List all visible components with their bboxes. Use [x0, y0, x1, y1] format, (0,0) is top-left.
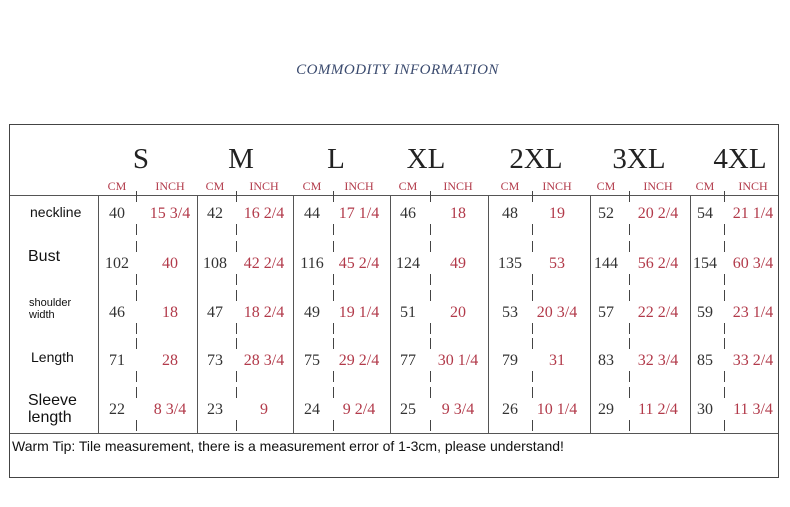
size-header-2xl: 2XL	[509, 143, 563, 175]
inch-value: 56 2/4	[637, 255, 679, 272]
inch-value: 20 3/4	[536, 304, 578, 321]
unit-cm-label: CM	[398, 179, 418, 193]
tick-mark	[136, 338, 137, 349]
tick-mark	[430, 290, 431, 301]
tick-mark	[236, 323, 237, 334]
cm-value: 154	[693, 255, 717, 272]
cm-value: 42	[207, 205, 223, 222]
footer-divider	[10, 433, 778, 434]
inch-value: 42 2/4	[243, 255, 285, 272]
tick-mark	[333, 420, 334, 431]
tick-mark	[532, 274, 533, 285]
inch-value: 22 2/4	[637, 304, 679, 321]
tick-mark	[430, 191, 431, 202]
tick-mark	[532, 241, 533, 252]
cm-value: 26	[502, 401, 518, 418]
tick-mark	[724, 371, 725, 382]
cm-value: 73	[207, 352, 223, 369]
cm-value: 24	[304, 401, 320, 418]
row-label: shoulder width	[29, 297, 72, 321]
unit-inch-label: INCH	[643, 179, 673, 193]
unit-inch-label: INCH	[155, 179, 185, 193]
tick-mark	[136, 323, 137, 334]
inch-value: 49	[450, 255, 466, 272]
cm-value: 40	[109, 205, 125, 222]
tick-mark	[532, 371, 533, 382]
tick-mark	[236, 224, 237, 235]
warm-tip: Warm Tip: Tile measurement, there is a measurement error of 1-3cm, please understand!	[12, 438, 564, 454]
unit-inch-label: INCH	[249, 179, 279, 193]
inch-value: 15 3/4	[149, 205, 191, 222]
tick-mark	[236, 387, 237, 398]
tick-mark	[333, 371, 334, 382]
tick-mark	[430, 387, 431, 398]
cm-value: 23	[207, 401, 223, 418]
cm-value: 49	[304, 304, 320, 321]
tick-mark	[136, 420, 137, 431]
inch-value: 16 2/4	[243, 205, 285, 222]
cm-value: 124	[396, 255, 420, 272]
tick-mark	[136, 274, 137, 285]
tick-mark	[724, 224, 725, 235]
cm-value: 25	[400, 401, 416, 418]
tick-mark	[333, 338, 334, 349]
inch-value: 9 3/4	[441, 401, 475, 418]
tick-mark	[236, 241, 237, 252]
inch-value: 28 3/4	[243, 352, 285, 369]
unit-inch-label: INCH	[344, 179, 374, 193]
tick-mark	[724, 323, 725, 334]
unit-cm-label: CM	[500, 179, 520, 193]
row-label: neckline	[30, 204, 82, 220]
tick-mark	[236, 274, 237, 285]
tick-mark	[333, 387, 334, 398]
header-divider	[10, 195, 778, 196]
size-header-l: L	[327, 143, 345, 175]
cm-value: 47	[207, 304, 223, 321]
tick-mark	[430, 420, 431, 431]
unit-inch-label: INCH	[738, 179, 768, 193]
cm-value: 144	[594, 255, 618, 272]
tick-mark	[333, 323, 334, 334]
inch-value: 21 1/4	[732, 205, 774, 222]
tick-mark	[333, 224, 334, 235]
tick-mark	[236, 191, 237, 202]
tick-mark	[629, 191, 630, 202]
size-header-3xl: 3XL	[612, 143, 666, 175]
inch-value: 19	[549, 205, 565, 222]
cm-value: 116	[300, 255, 324, 272]
inch-value: 60 3/4	[732, 255, 774, 272]
tick-mark	[724, 191, 725, 202]
row-label: Length	[31, 349, 74, 365]
cm-value: 54	[697, 205, 713, 222]
tick-mark	[532, 290, 533, 301]
inch-value: 18	[450, 205, 466, 222]
size-chart-table	[9, 124, 779, 478]
cm-value: 52	[598, 205, 614, 222]
tick-mark	[629, 338, 630, 349]
tick-mark	[724, 338, 725, 349]
inch-value: 11 3/4	[733, 401, 773, 418]
tick-mark	[629, 290, 630, 301]
tick-mark	[629, 323, 630, 334]
tick-mark	[629, 371, 630, 382]
tick-mark	[236, 420, 237, 431]
inch-value: 20	[450, 304, 466, 321]
inch-value: 18	[162, 304, 178, 321]
cm-value: 29	[598, 401, 614, 418]
inch-value: 29 2/4	[338, 352, 380, 369]
tick-mark	[430, 224, 431, 235]
cm-value: 22	[109, 401, 125, 418]
cm-value: 75	[304, 352, 320, 369]
inch-value: 32 3/4	[637, 352, 679, 369]
inch-value: 11 2/4	[638, 401, 678, 418]
tick-mark	[430, 274, 431, 285]
tick-mark	[629, 274, 630, 285]
inch-value: 18 2/4	[243, 304, 285, 321]
inch-value: 10 1/4	[536, 401, 578, 418]
cm-value: 53	[502, 304, 518, 321]
unit-inch-label: INCH	[542, 179, 572, 193]
unit-cm-label: CM	[695, 179, 715, 193]
tick-mark	[532, 420, 533, 431]
tick-mark	[136, 191, 137, 202]
inch-value: 28	[162, 352, 178, 369]
tick-mark	[629, 420, 630, 431]
inch-value: 30 1/4	[437, 352, 479, 369]
cm-value: 79	[502, 352, 518, 369]
cm-value: 30	[697, 401, 713, 418]
tick-mark	[430, 338, 431, 349]
cm-value: 83	[598, 352, 614, 369]
unit-cm-label: CM	[205, 179, 225, 193]
tick-mark	[136, 241, 137, 252]
row-label: Sleeve length	[28, 392, 77, 426]
inch-value: 45 2/4	[338, 255, 380, 272]
tick-mark	[430, 241, 431, 252]
size-header-m: M	[228, 143, 254, 175]
inch-value: 31	[549, 352, 565, 369]
tick-mark	[532, 338, 533, 349]
cm-value: 59	[697, 304, 713, 321]
inch-value: 8 3/4	[153, 401, 187, 418]
cm-value: 77	[400, 352, 416, 369]
tick-mark	[724, 241, 725, 252]
inch-value: 23 1/4	[732, 304, 774, 321]
page-title: COMMODITY INFORMATION	[296, 62, 499, 78]
tick-mark	[430, 323, 431, 334]
tick-mark	[236, 338, 237, 349]
tick-mark	[236, 371, 237, 382]
cm-value: 51	[400, 304, 416, 321]
tick-mark	[532, 191, 533, 202]
inch-value: 33 2/4	[732, 352, 774, 369]
unit-inch-label: INCH	[443, 179, 473, 193]
tick-mark	[430, 371, 431, 382]
tick-mark	[532, 323, 533, 334]
tick-mark	[333, 274, 334, 285]
tick-mark	[333, 191, 334, 202]
tick-mark	[136, 371, 137, 382]
tick-mark	[724, 387, 725, 398]
tick-mark	[333, 290, 334, 301]
cm-value: 102	[105, 255, 129, 272]
tick-mark	[724, 290, 725, 301]
tick-mark	[532, 387, 533, 398]
cm-value: 108	[203, 255, 227, 272]
inch-value: 19 1/4	[338, 304, 380, 321]
cm-value: 135	[498, 255, 522, 272]
cm-value: 44	[304, 205, 320, 222]
size-header-xl: XL	[406, 143, 446, 175]
inch-value: 17 1/4	[338, 205, 380, 222]
tick-mark	[236, 290, 237, 301]
size-header-s: S	[132, 143, 150, 175]
tick-mark	[136, 387, 137, 398]
inch-value: 20 2/4	[637, 205, 679, 222]
tick-mark	[136, 224, 137, 235]
row-label: Bust	[28, 248, 61, 265]
cm-value: 85	[697, 352, 713, 369]
tick-mark	[629, 241, 630, 252]
tick-mark	[724, 274, 725, 285]
unit-cm-label: CM	[107, 179, 127, 193]
tick-mark	[532, 224, 533, 235]
cm-value: 46	[400, 205, 416, 222]
inch-value: 9 2/4	[342, 401, 376, 418]
cm-value: 57	[598, 304, 614, 321]
tick-mark	[333, 241, 334, 252]
cm-value: 71	[109, 352, 125, 369]
inch-value: 9	[260, 401, 268, 418]
tick-mark	[629, 387, 630, 398]
inch-value: 53	[549, 255, 565, 272]
tick-mark	[724, 420, 725, 431]
tick-mark	[136, 290, 137, 301]
cm-value: 48	[502, 205, 518, 222]
cm-value: 46	[109, 304, 125, 321]
inch-value: 40	[162, 255, 178, 272]
tick-mark	[629, 224, 630, 235]
size-header-4xl: 4XL	[713, 143, 767, 175]
unit-cm-label: CM	[302, 179, 322, 193]
unit-cm-label: CM	[596, 179, 616, 193]
